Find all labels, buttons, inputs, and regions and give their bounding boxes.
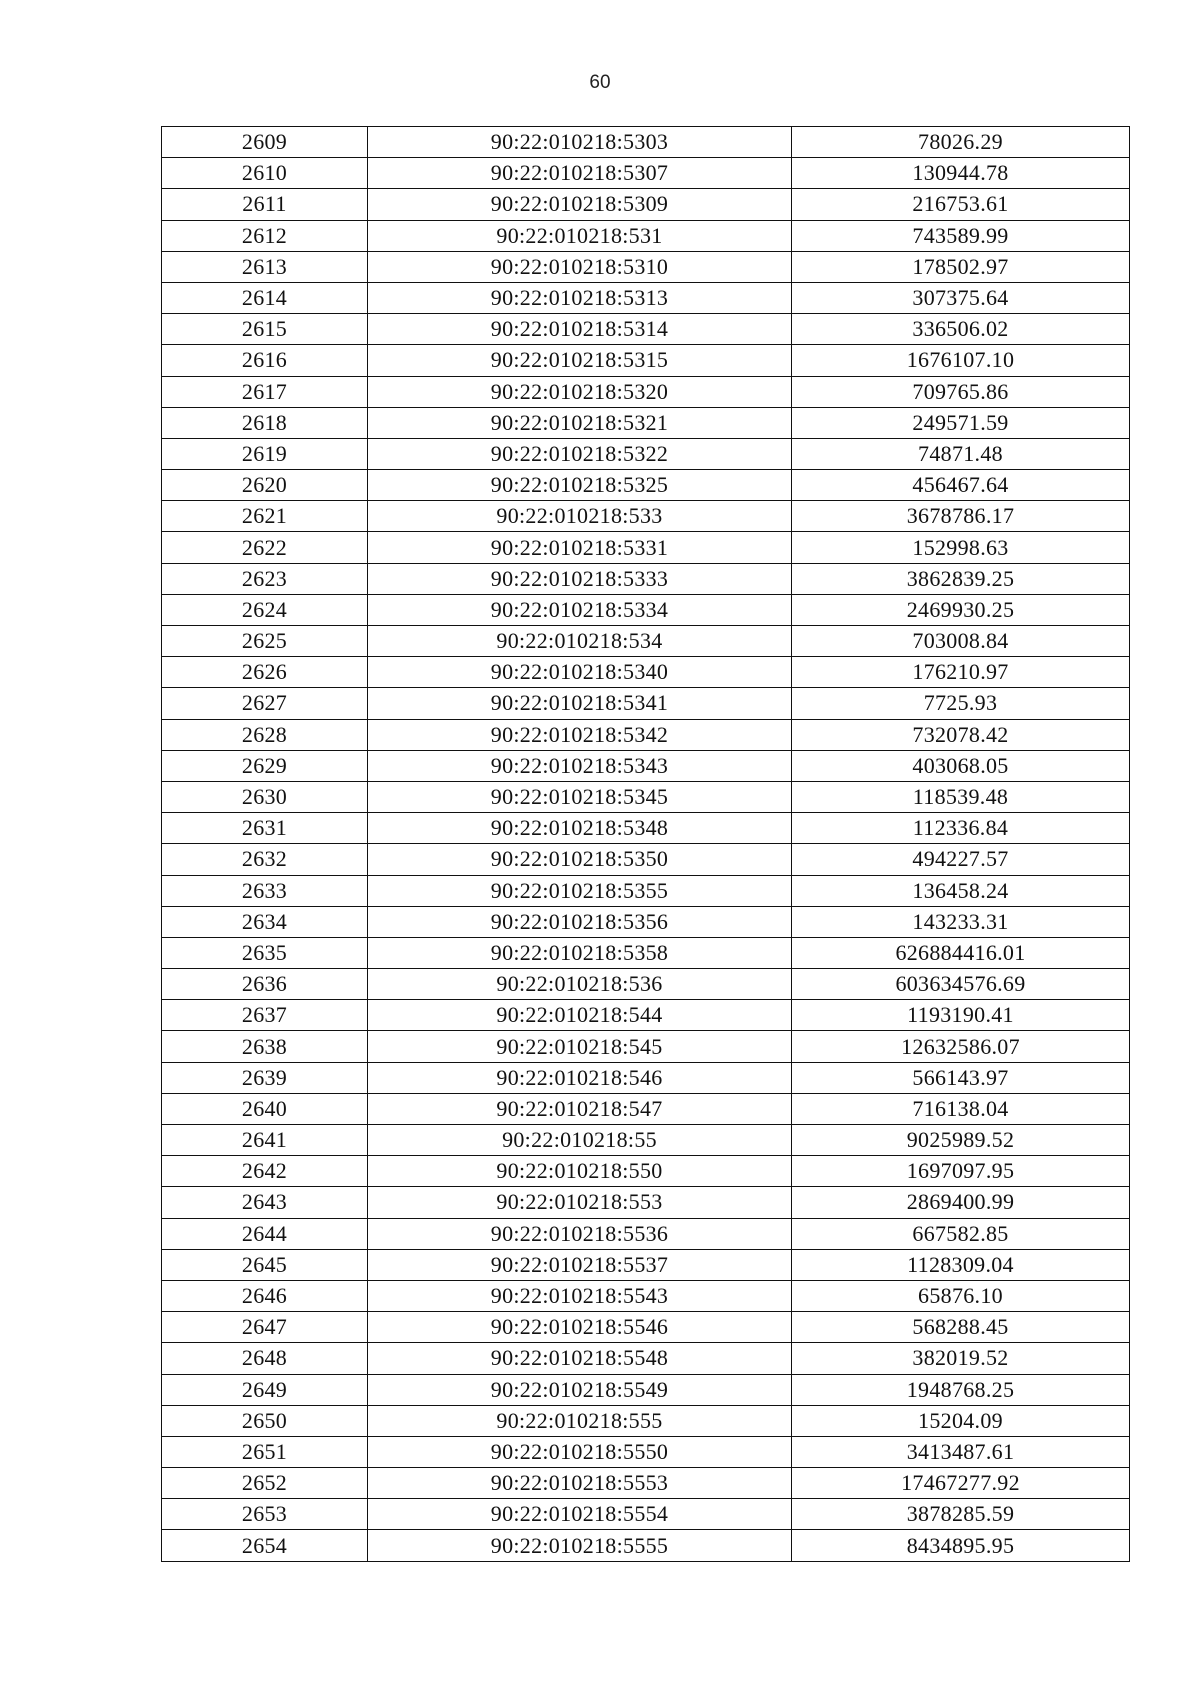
table-row	[162, 937, 1130, 968]
cadastral-number-cell: 90:22:010218:5325	[368, 470, 792, 501]
cadastral-number-cell: 90:22:010218:5333	[368, 563, 792, 594]
cadastral-value-cell: 3878285.59	[792, 1499, 1130, 1530]
cadastral-value-cell: 152998.63	[792, 532, 1130, 563]
table-row	[162, 626, 1130, 657]
cadastral-number-cell: 90:22:010218:5356	[368, 906, 792, 937]
cadastral-number-cell: 90:22:010218:5322	[368, 438, 792, 469]
row-number-cell: 2638	[162, 1031, 368, 1062]
row-number-cell: 2628	[162, 719, 368, 750]
cadastral-number-cell: 90:22:010218:5321	[368, 407, 792, 438]
table-row	[162, 969, 1130, 1000]
cadastral-value-cell: 3862839.25	[792, 563, 1130, 594]
cadastral-number-cell: 90:22:010218:5537	[368, 1249, 792, 1280]
cadastral-value-cell: 118539.48	[792, 781, 1130, 812]
cadastral-number-cell: 90:22:010218:533	[368, 501, 792, 532]
cadastral-number-cell: 90:22:010218:5350	[368, 844, 792, 875]
cadastral-number-cell: 90:22:010218:5310	[368, 251, 792, 282]
row-number-cell: 2609	[162, 127, 368, 158]
cadastral-value-cell: 626884416.01	[792, 937, 1130, 968]
cadastral-number-cell: 90:22:010218:550	[368, 1156, 792, 1187]
cadastral-value-cell: 307375.64	[792, 282, 1130, 313]
table-row	[162, 1187, 1130, 1218]
cadastral-value-cell: 382019.52	[792, 1343, 1130, 1374]
cadastral-number-cell: 90:22:010218:5546	[368, 1312, 792, 1343]
row-number-cell: 2632	[162, 844, 368, 875]
table-row	[162, 906, 1130, 937]
table-row	[162, 376, 1130, 407]
cadastral-number-cell: 90:22:010218:5536	[368, 1218, 792, 1249]
cadastral-number-cell: 90:22:010218:5303	[368, 127, 792, 158]
cadastral-value-cell: 1948768.25	[792, 1374, 1130, 1405]
cadastral-value-cell: 568288.45	[792, 1312, 1130, 1343]
cadastral-value-cell: 456467.64	[792, 470, 1130, 501]
table-row	[162, 657, 1130, 688]
row-number-cell: 2618	[162, 407, 368, 438]
table-row	[162, 594, 1130, 625]
cadastral-value-cell: 130944.78	[792, 158, 1130, 189]
cadastral-number-cell: 90:22:010218:5355	[368, 875, 792, 906]
cadastral-value-cell: 1676107.10	[792, 345, 1130, 376]
cadastral-value-cell: 3678786.17	[792, 501, 1130, 532]
row-number-cell: 2612	[162, 220, 368, 251]
cadastral-number-cell: 90:22:010218:5320	[368, 376, 792, 407]
cadastral-value-cell: 2469930.25	[792, 594, 1130, 625]
table-row	[162, 470, 1130, 501]
table-row	[162, 158, 1130, 189]
cadastral-number-cell: 90:22:010218:5548	[368, 1343, 792, 1374]
row-number-cell: 2626	[162, 657, 368, 688]
cadastral-value-cell: 216753.61	[792, 189, 1130, 220]
cadastral-value-cell: 703008.84	[792, 626, 1130, 657]
cadastral-number-cell: 90:22:010218:5309	[368, 189, 792, 220]
cadastral-value-cell: 709765.86	[792, 376, 1130, 407]
table-row	[162, 1156, 1130, 1187]
table-row	[162, 1125, 1130, 1156]
cadastral-number-cell: 90:22:010218:5340	[368, 657, 792, 688]
row-number-cell: 2633	[162, 875, 368, 906]
cadastral-value-cell: 1128309.04	[792, 1249, 1130, 1280]
row-number-cell: 2653	[162, 1499, 368, 1530]
row-number-cell: 2611	[162, 189, 368, 220]
cadastral-value-cell: 603634576.69	[792, 969, 1130, 1000]
cadastral-value-cell: 74871.48	[792, 438, 1130, 469]
cadastral-value-cell: 1697097.95	[792, 1156, 1130, 1187]
table-row	[162, 688, 1130, 719]
row-number-cell: 2625	[162, 626, 368, 657]
row-number-cell: 2621	[162, 501, 368, 532]
cadastral-value-cell: 17467277.92	[792, 1468, 1130, 1499]
row-number-cell: 2640	[162, 1093, 368, 1124]
table-row	[162, 189, 1130, 220]
row-number-cell: 2619	[162, 438, 368, 469]
table-row	[162, 1249, 1130, 1280]
cadastral-value-cell: 336506.02	[792, 314, 1130, 345]
row-number-cell: 2650	[162, 1405, 368, 1436]
row-number-cell: 2631	[162, 813, 368, 844]
row-number-cell: 2624	[162, 594, 368, 625]
row-number-cell: 2637	[162, 1000, 368, 1031]
row-number-cell: 2642	[162, 1156, 368, 1187]
table-row	[162, 1405, 1130, 1436]
cadastral-number-cell: 90:22:010218:5543	[368, 1280, 792, 1311]
cadastral-number-cell: 90:22:010218:5313	[368, 282, 792, 313]
cadastral-value-cell: 143233.31	[792, 906, 1130, 937]
row-number-cell: 2622	[162, 532, 368, 563]
table-row	[162, 1343, 1130, 1374]
row-number-cell: 2620	[162, 470, 368, 501]
row-number-cell: 2644	[162, 1218, 368, 1249]
cadastral-number-cell: 90:22:010218:555	[368, 1405, 792, 1436]
table-row	[162, 1312, 1130, 1343]
table-row	[162, 1436, 1130, 1467]
cadastral-number-cell: 90:22:010218:5307	[368, 158, 792, 189]
cadastral-number-cell: 90:22:010218:5314	[368, 314, 792, 345]
row-number-cell: 2652	[162, 1468, 368, 1499]
row-number-cell: 2610	[162, 158, 368, 189]
table-row	[162, 813, 1130, 844]
row-number-cell: 2649	[162, 1374, 368, 1405]
cadastral-number-cell: 90:22:010218:5550	[368, 1436, 792, 1467]
table-row	[162, 1031, 1130, 1062]
row-number-cell: 2617	[162, 376, 368, 407]
cadastral-value-cell: 403068.05	[792, 750, 1130, 781]
table-row	[162, 875, 1130, 906]
row-number-cell: 2630	[162, 781, 368, 812]
table-row	[162, 1280, 1130, 1311]
cadastral-value-table	[161, 126, 1130, 1562]
row-number-cell: 2635	[162, 937, 368, 968]
cadastral-number-cell: 90:22:010218:5342	[368, 719, 792, 750]
cadastral-number-cell: 90:22:010218:553	[368, 1187, 792, 1218]
cadastral-number-cell: 90:22:010218:546	[368, 1062, 792, 1093]
cadastral-value-cell: 1193190.41	[792, 1000, 1130, 1031]
table-row	[162, 251, 1130, 282]
cadastral-value-cell: 65876.10	[792, 1280, 1130, 1311]
row-number-cell: 2654	[162, 1530, 368, 1561]
cadastral-number-cell: 90:22:010218:5315	[368, 345, 792, 376]
cadastral-number-cell: 90:22:010218:5549	[368, 1374, 792, 1405]
table-row	[162, 501, 1130, 532]
row-number-cell: 2615	[162, 314, 368, 345]
cadastral-number-cell: 90:22:010218:5345	[368, 781, 792, 812]
cadastral-number-cell: 90:22:010218:5555	[368, 1530, 792, 1561]
row-number-cell: 2639	[162, 1062, 368, 1093]
row-number-cell: 2613	[162, 251, 368, 282]
table-row	[162, 1374, 1130, 1405]
row-number-cell: 2627	[162, 688, 368, 719]
table-row	[162, 407, 1130, 438]
cadastral-value-cell: 566143.97	[792, 1062, 1130, 1093]
cadastral-value-cell: 15204.09	[792, 1405, 1130, 1436]
cadastral-value-cell: 2869400.99	[792, 1187, 1130, 1218]
cadastral-value-cell: 7725.93	[792, 688, 1130, 719]
cadastral-value-cell: 494227.57	[792, 844, 1130, 875]
table-row	[162, 1000, 1130, 1031]
cadastral-value-cell: 716138.04	[792, 1093, 1130, 1124]
cadastral-value-cell: 176210.97	[792, 657, 1130, 688]
row-number-cell: 2645	[162, 1249, 368, 1280]
table-row	[162, 750, 1130, 781]
cadastral-value-cell: 12632586.07	[792, 1031, 1130, 1062]
cadastral-value-cell: 136458.24	[792, 875, 1130, 906]
cadastral-number-cell: 90:22:010218:5343	[368, 750, 792, 781]
cadastral-number-cell: 90:22:010218:534	[368, 626, 792, 657]
table-row	[162, 781, 1130, 812]
table-row	[162, 1218, 1130, 1249]
cadastral-number-cell: 90:22:010218:531	[368, 220, 792, 251]
row-number-cell: 2629	[162, 750, 368, 781]
table-row	[162, 563, 1130, 594]
cadastral-value-cell: 112336.84	[792, 813, 1130, 844]
cadastral-number-cell: 90:22:010218:544	[368, 1000, 792, 1031]
cadastral-value-cell: 249571.59	[792, 407, 1130, 438]
cadastral-number-cell: 90:22:010218:55	[368, 1125, 792, 1156]
table-row	[162, 220, 1130, 251]
cadastral-value-cell: 732078.42	[792, 719, 1130, 750]
row-number-cell: 2641	[162, 1125, 368, 1156]
cadastral-value-cell: 78026.29	[792, 127, 1130, 158]
row-number-cell: 2634	[162, 906, 368, 937]
cadastral-number-cell: 90:22:010218:5334	[368, 594, 792, 625]
row-number-cell: 2643	[162, 1187, 368, 1218]
table-row	[162, 282, 1130, 313]
table-row	[162, 438, 1130, 469]
row-number-cell: 2614	[162, 282, 368, 313]
row-number-cell: 2623	[162, 563, 368, 594]
table-body	[162, 127, 1130, 1562]
cadastral-value-cell: 8434895.95	[792, 1530, 1130, 1561]
table-row	[162, 844, 1130, 875]
table-row	[162, 1062, 1130, 1093]
cadastral-number-cell: 90:22:010218:5358	[368, 937, 792, 968]
cadastral-value-cell: 743589.99	[792, 220, 1130, 251]
cadastral-number-cell: 90:22:010218:536	[368, 969, 792, 1000]
cadastral-number-cell: 90:22:010218:5554	[368, 1499, 792, 1530]
cadastral-number-cell: 90:22:010218:5341	[368, 688, 792, 719]
table-row	[162, 1468, 1130, 1499]
row-number-cell: 2648	[162, 1343, 368, 1374]
cadastral-value-cell: 9025989.52	[792, 1125, 1130, 1156]
table-row	[162, 532, 1130, 563]
row-number-cell: 2636	[162, 969, 368, 1000]
table-row	[162, 1499, 1130, 1530]
row-number-cell: 2647	[162, 1312, 368, 1343]
table-row	[162, 345, 1130, 376]
cadastral-number-cell: 90:22:010218:547	[368, 1093, 792, 1124]
row-number-cell: 2651	[162, 1436, 368, 1467]
table-row	[162, 719, 1130, 750]
cadastral-value-cell: 667582.85	[792, 1218, 1130, 1249]
cadastral-number-cell: 90:22:010218:5331	[368, 532, 792, 563]
page-number: 60	[589, 72, 611, 93]
row-number-cell: 2616	[162, 345, 368, 376]
table-row	[162, 1530, 1130, 1561]
table-row	[162, 314, 1130, 345]
cadastral-value-cell: 178502.97	[792, 251, 1130, 282]
row-number-cell: 2646	[162, 1280, 368, 1311]
cadastral-number-cell: 90:22:010218:5553	[368, 1468, 792, 1499]
cadastral-value-cell: 3413487.61	[792, 1436, 1130, 1467]
table-row	[162, 1093, 1130, 1124]
cadastral-number-cell: 90:22:010218:5348	[368, 813, 792, 844]
table-row	[162, 127, 1130, 158]
cadastral-number-cell: 90:22:010218:545	[368, 1031, 792, 1062]
